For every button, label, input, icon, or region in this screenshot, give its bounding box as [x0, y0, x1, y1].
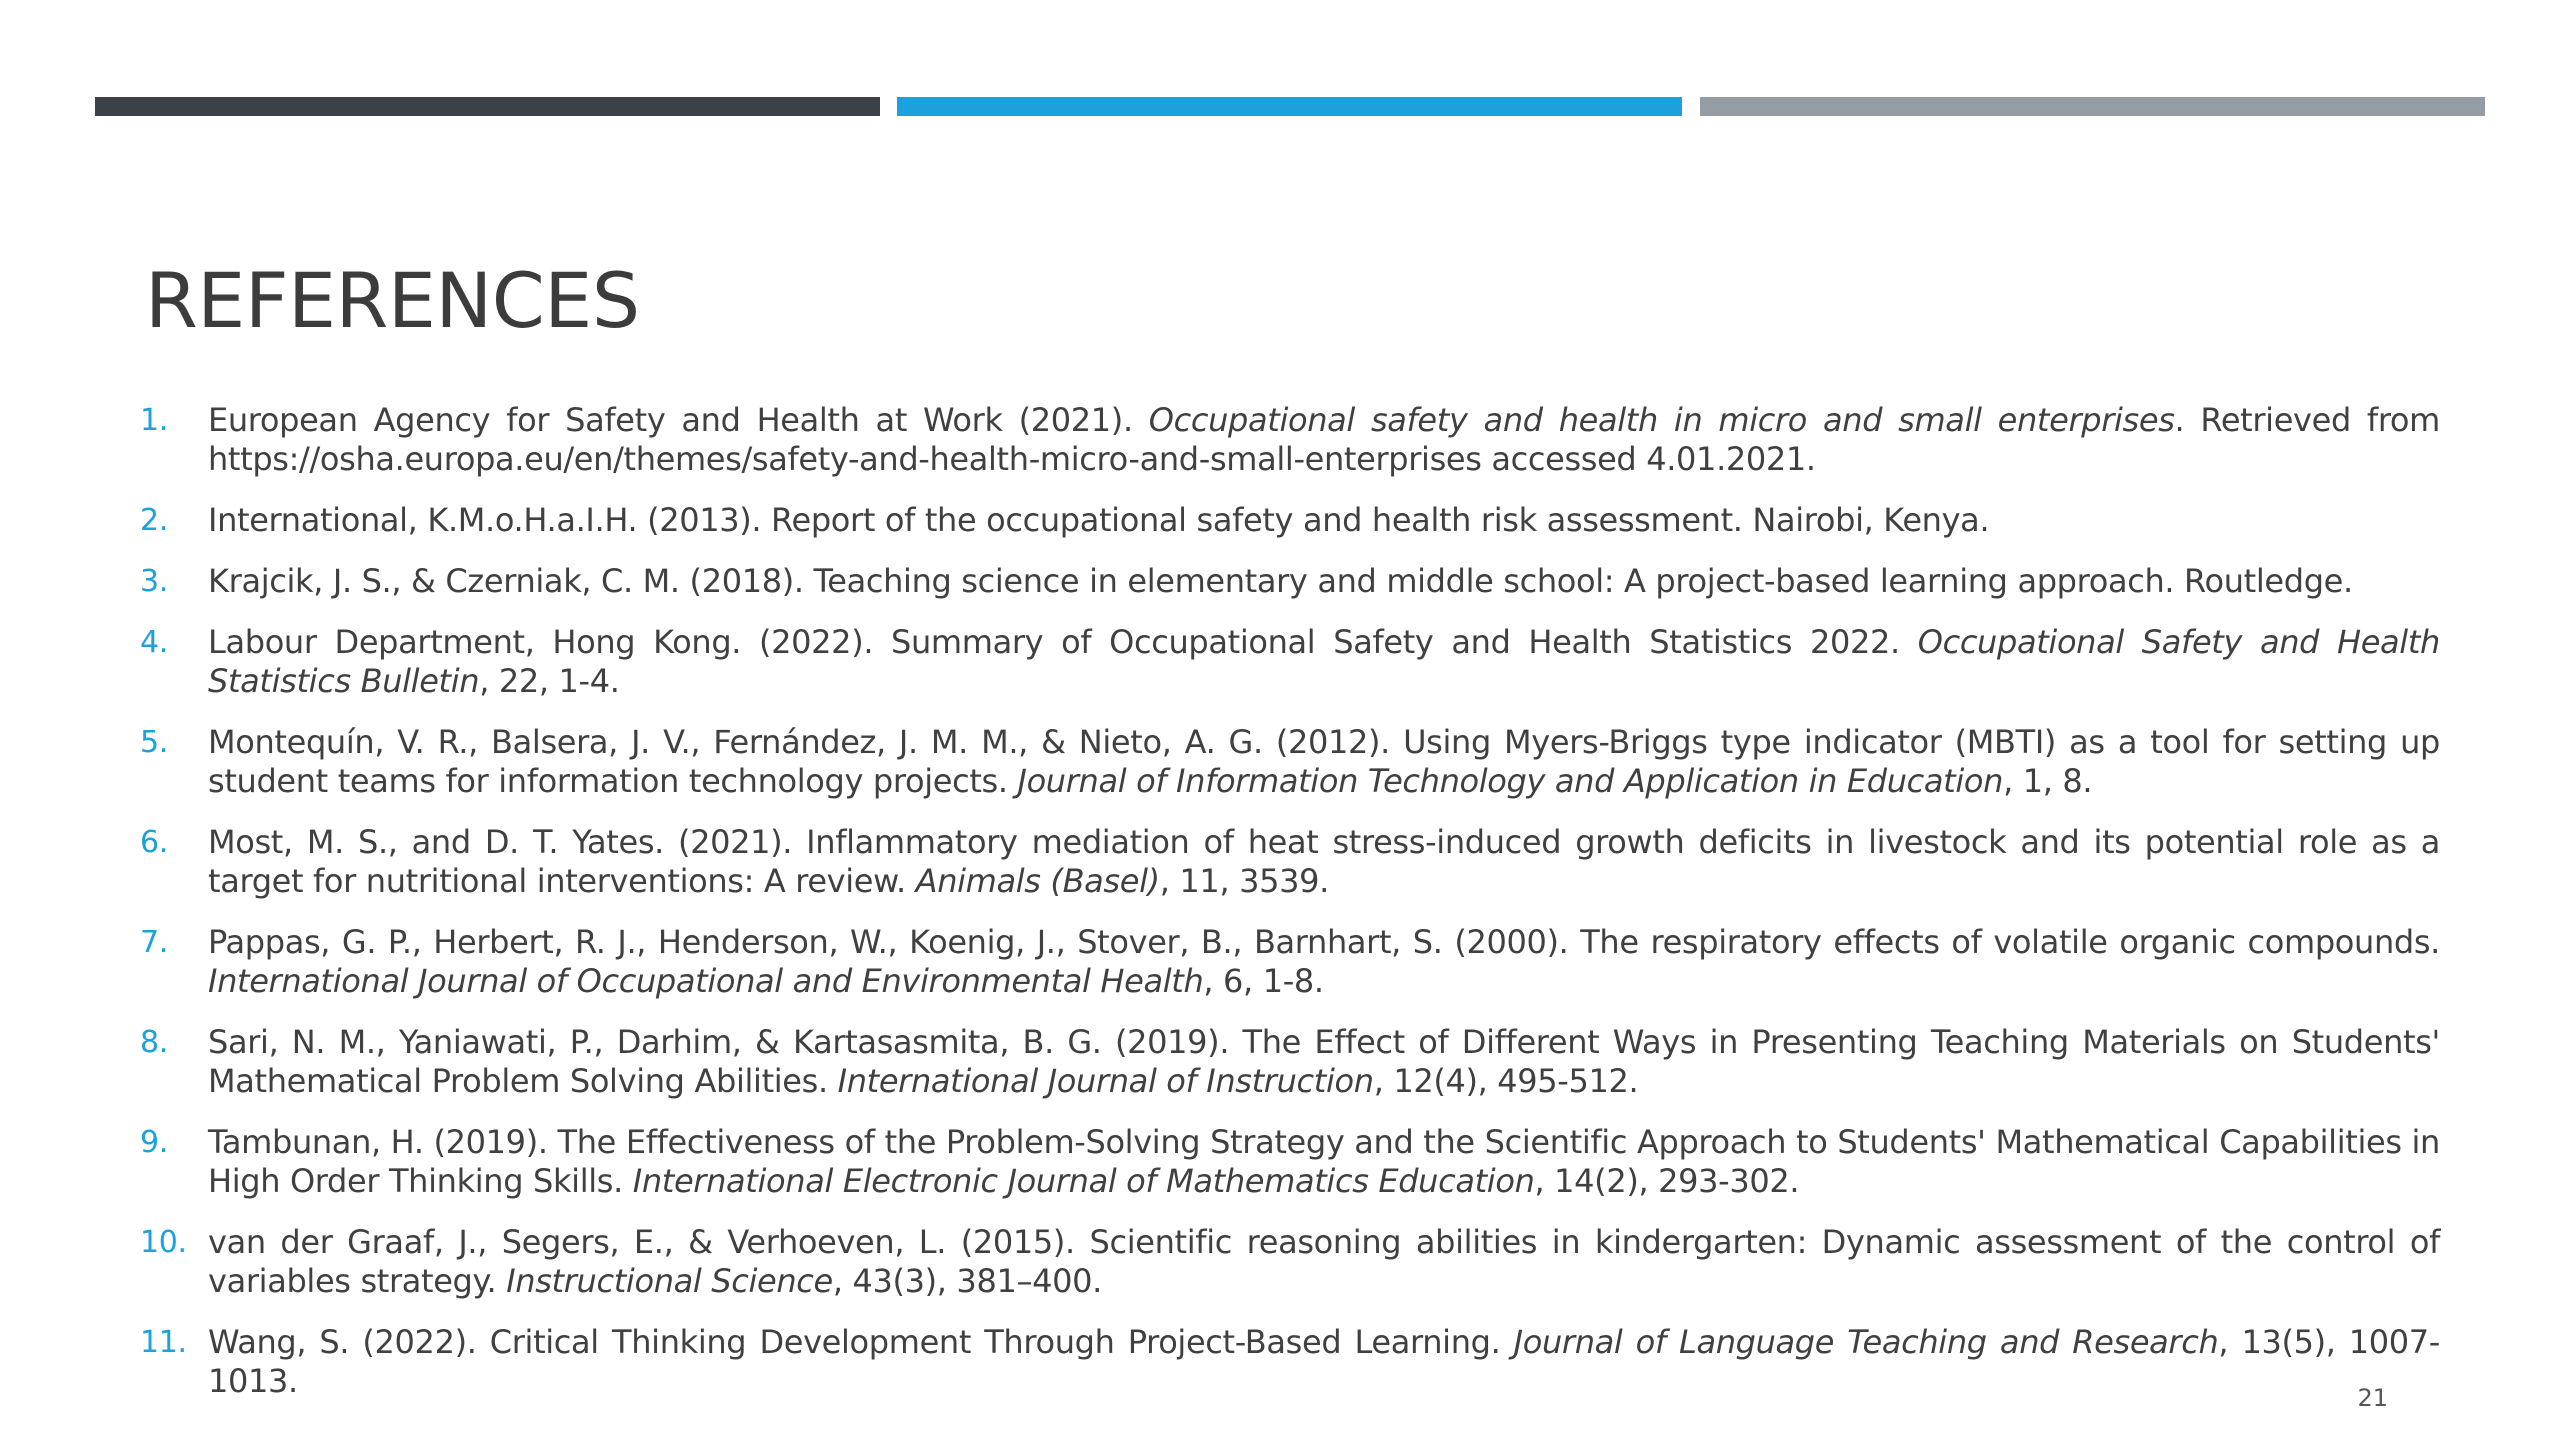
reference-item [140, 623, 2440, 701]
reference-source-title: Occupational safety and health in micro and small enterprises [1148, 401, 2175, 439]
reference-text: Sari, N. M., Yaniawati, P., Darhim, & Kartasasmita, B. G. (2019). The Effect of Different Ways in Presenting Teaching Materials on Students' Mathematical Problem Solving Abilities. [208, 1023, 2440, 1100]
reference-item [140, 562, 2440, 601]
reference-text: European Agency for Safety and Health at Work (2021). [208, 401, 1149, 439]
reference-number: 10. [140, 1225, 187, 1260]
reference-text: Labour Department, Hong Kong. (2022). Summary of Occupational Safety and Health Statistics 2022. [208, 623, 1918, 661]
reference-details: , 14(2), 293-302. [1534, 1162, 1800, 1200]
slide-title: REFERENCES [145, 256, 640, 345]
reference-list [140, 401, 2440, 1423]
reference-details: , 6, 1-8. [1203, 962, 1324, 1000]
reference-item [140, 1023, 2440, 1101]
header-bar-blue [897, 97, 1682, 116]
reference-details: , 1, 8. [2003, 762, 2093, 800]
reference-details: , 13(5), 1007-1013. [208, 1323, 2440, 1400]
reference-number: 7. [140, 925, 168, 960]
reference-text: Wang, S. (2022). Critical Thinking Development Through Project-Based Learning. [208, 1323, 1514, 1361]
reference-details: . Retrieved from https://osha.europa.eu/en/themes/safety-and-health-micro-and-small-enterprises accessed 4.01.2021. [208, 401, 2440, 478]
reference-source-title: Journal of Language Teaching and Research [1513, 1323, 2219, 1361]
reference-item [140, 723, 2440, 801]
reference-text: Pappas, G. P., Herbert, R. J., Henderson, W., Koenig, J., Stover, B., Barnhart, S. (2000). The respiratory effects of volatile organic compounds. [208, 923, 2440, 961]
reference-number: 9. [140, 1125, 168, 1160]
reference-details: , 43(3), 381–400. [832, 1262, 1102, 1300]
reference-number: 3. [140, 564, 168, 599]
reference-source-title: International Journal of Instruction [837, 1062, 1374, 1100]
reference-text: Krajcik, J. S., & Czerniak, C. M. (2018). Teaching science in elementary and middle school: A project-based learning approach. Routledge. [208, 562, 2353, 600]
reference-text: Tambunan, H. (2019). The Effectiveness of the Problem-Solving Strategy and the Scientific Approach to Students' Mathematical Capabilities in High Order Thinking Skills. [208, 1123, 2440, 1200]
reference-number: 6. [140, 825, 168, 860]
reference-details: , 22, 1-4. [479, 662, 620, 700]
reference-item [140, 923, 2440, 1001]
reference-source-title: Animals (Basel) [915, 862, 1160, 900]
header-bar-gray [1700, 97, 2485, 116]
header-bar-dark [95, 97, 880, 116]
reference-text: International, K.M.o.H.a.I.H. (2013). Report of the occupational safety and health risk assessment. Nairobi, Kenya. [208, 501, 1990, 539]
reference-item [140, 1323, 2440, 1401]
reference-item [140, 501, 2440, 540]
reference-source-title: Instructional Science [506, 1262, 833, 1300]
reference-source-title: Journal of Information Technology and Application in Education [1017, 762, 2004, 800]
reference-source-title: Occupational Safety and Health Statistics Bulletin [208, 623, 2440, 700]
reference-source-title: International Journal of Occupational and Environmental Health [208, 962, 1204, 1000]
reference-text: Most, M. S., and D. T. Yates. (2021). Inflammatory mediation of heat stress-induced growth deficits in livestock and its potential role as a target for nutritional interventions: A review. [208, 823, 2440, 900]
reference-item [140, 823, 2440, 901]
reference-details: , 11, 3539. [1159, 862, 1329, 900]
reference-number: 1. [140, 403, 168, 438]
reference-number: 2. [140, 503, 168, 538]
reference-item [140, 1223, 2440, 1301]
reference-number: 4. [140, 625, 168, 660]
reference-number: 8. [140, 1025, 168, 1060]
reference-text: van der Graaf, J., Segers, E., & Verhoeven, L. (2015). Scientific reasoning abilities in kindergarten: Dynamic assessment of the control of variables strategy. [208, 1223, 2440, 1300]
reference-number: 11. [140, 1325, 187, 1360]
page-number: 21 [2357, 1384, 2388, 1412]
reference-item [140, 1123, 2440, 1201]
reference-source-title: International Electronic Journal of Mathematics Education [632, 1162, 1535, 1200]
reference-item [140, 401, 2440, 479]
reference-details: , 12(4), 495-512. [1373, 1062, 1639, 1100]
reference-number: 5. [140, 725, 168, 760]
reference-text: Montequín, V. R., Balsera, J. V., Fernández, J. M. M., & Nieto, A. G. (2012). Using Myers-Briggs type indicator (MBTI) as a tool for setting up student teams for information technology projects. [208, 723, 2440, 800]
